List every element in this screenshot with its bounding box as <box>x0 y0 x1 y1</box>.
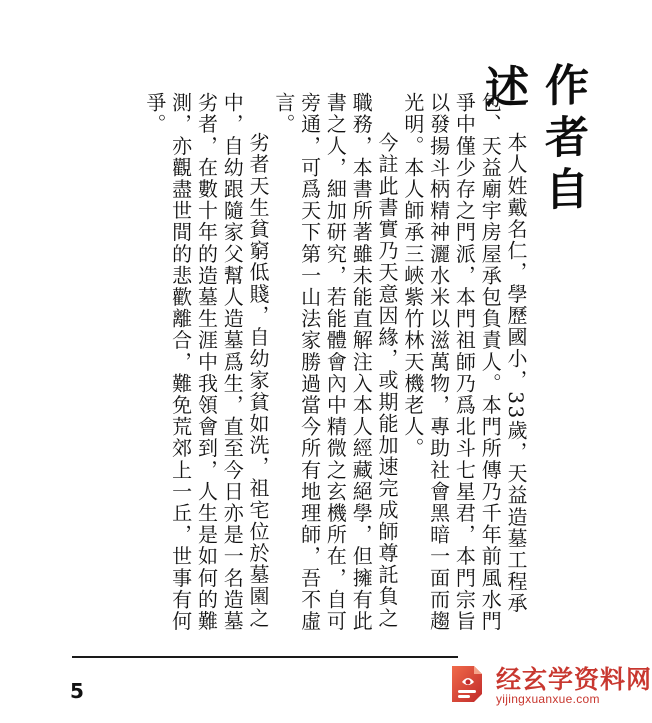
paragraph-1: 本人姓戴名仁，學歷國小，33歲，天益造墓工程承包、天益廟宇房屋承包負責人。本門所傳乃千年前風水門爭中僅少存之門派，本門祖師乃爲北斗七星君，本門宗旨以發揚斗柄精神灑水米以滋萬物，專助社會黑暗一面而趨光明。本人師承三峽紫竹林天機老人。 <box>400 92 528 632</box>
paragraph-3: 劣者天生貧窮低賤，自幼家貧如洗，祖宅位於墓園之中，自幼跟隨家父幫人造墓爲生，直至今日亦是一名造墓劣者，在數十年的造墓生涯中我領會到，人生是如何的難測，亦觀盡世間的悲歡離合，難免荒郊上一丘，世事有何爭。 <box>142 92 271 632</box>
watermark-site-name: 经玄学资料网 <box>496 665 652 694</box>
page-title: 作者自述 <box>477 61 588 219</box>
watermark-logo <box>444 658 652 716</box>
paragraph-2: 今註此書實乃天意因緣，或期能加速完成師尊託負之職務，本書所著雖未能直解注入本人經藏絕學，但擁有此書之人，細加研究，若能體會內中精微之玄機所在，自可旁通，可爲天下第一山法家勝過當今所有地理師，吾不虛言。 <box>271 92 400 632</box>
page-number: 5 <box>70 679 84 703</box>
body-text <box>88 92 528 632</box>
bottom-rule <box>72 656 458 658</box>
watermark-url[interactable]: yijingxuanxue.com <box>496 692 600 706</box>
document-logo-icon <box>444 660 492 708</box>
